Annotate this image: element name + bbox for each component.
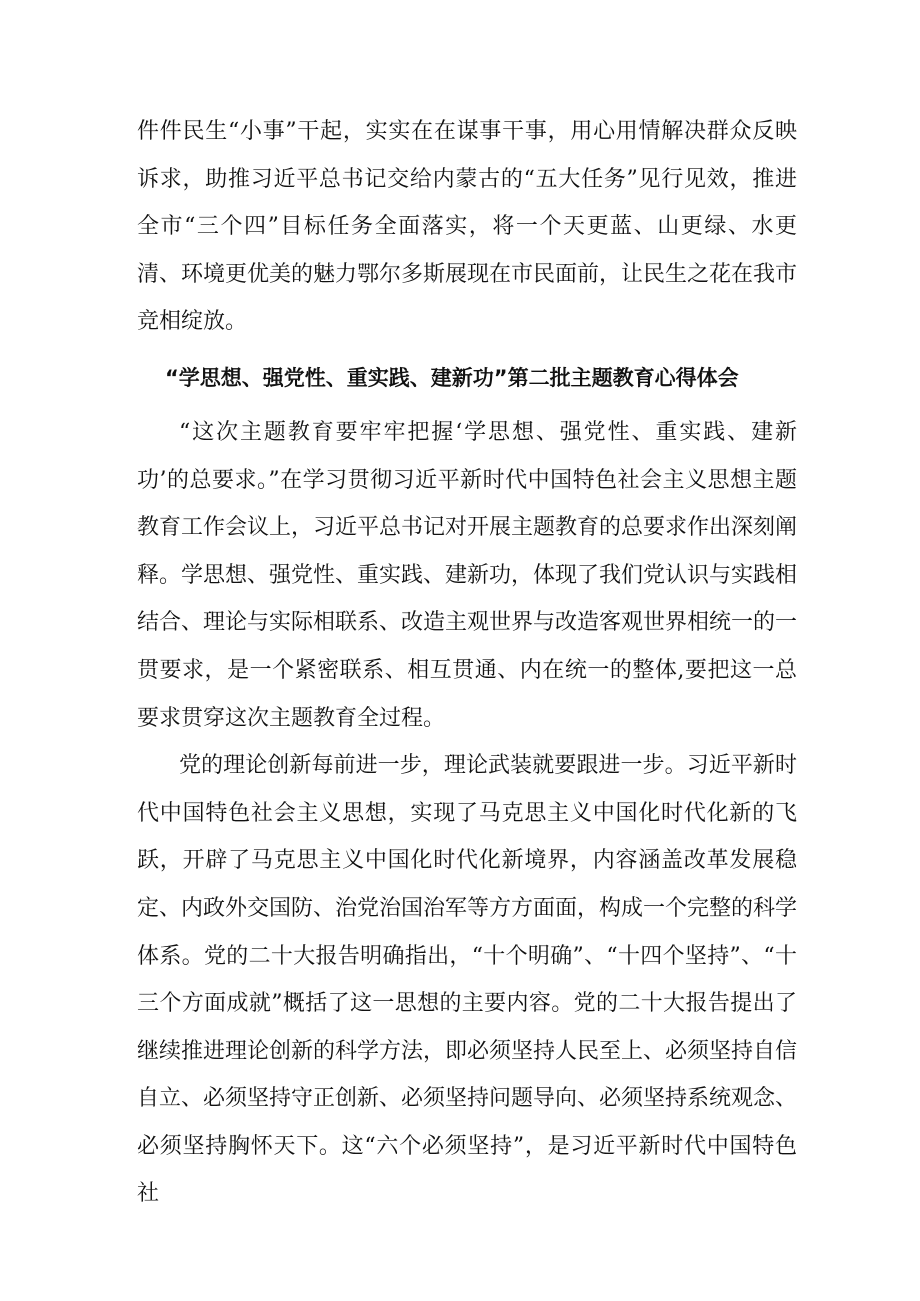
document-title: “学思想、强党性、重实践、建新功”第二批主题教育心得体会	[165, 365, 739, 390]
document-body	[137, 108, 797, 1218]
paragraph-2: 党的理论创新每前进一步，理论武装就要跟进一步。习近平新时代中国特色社会主义思想，实现了马克思主义中国化时代化新的飞跃，开辟了马克思主义中国化时代化新境界，内容涵盖改革发展稳定、内政外交国防、治党治国治军等方方面面，构成一个完整的科学体系。党的二十大报告明确指出，“十个明确”、“十四个坚持”、“十三个方面成就”概括了这一思想的主要内容。党的二十大报告提出了继续推进理论创新的科学方法，即必须坚持人民至上、必须坚持自信自立、必须坚持守正创新、必须坚持问题导向、必须坚持系统观念、必须坚持胸怀天下。这“六个必须坚持”，是习近平新时代中国特色社	[137, 753, 798, 1207]
paragraph-continued: 件件民生“小事”干起，实实在在谋事干事，用心用情解决群众反映诉求，助推习近平总书记交给内蒙古的“五大任务”见行见效，推进全市“三个四”目标任务全面落实，将一个天更蓝、山更绿、水更清、环境更优美的魅力鄂尔多斯展现在市民面前，让民生之花在我市竞相绽放。	[137, 119, 798, 335]
paragraph-1: “这次主题教育要牢牢把握‘学思想、强党性、重实践、建新功’的总要求。”在学习贯彻习近平新时代中国特色社会主义思想主题教育工作会议上，习近平总书记对开展主题教育的总要求作出深刻阐释。学思想、强党性、重实践、建新功，体现了我们党认识与实践相结合、理论与实际相联系、改造主观世界与改造客观世界相统一的一贯要求，是一个紧密联系、相互贯通、内在统一的整体,要把这一总要求贯穿这次主题教育全过程。	[137, 419, 798, 731]
